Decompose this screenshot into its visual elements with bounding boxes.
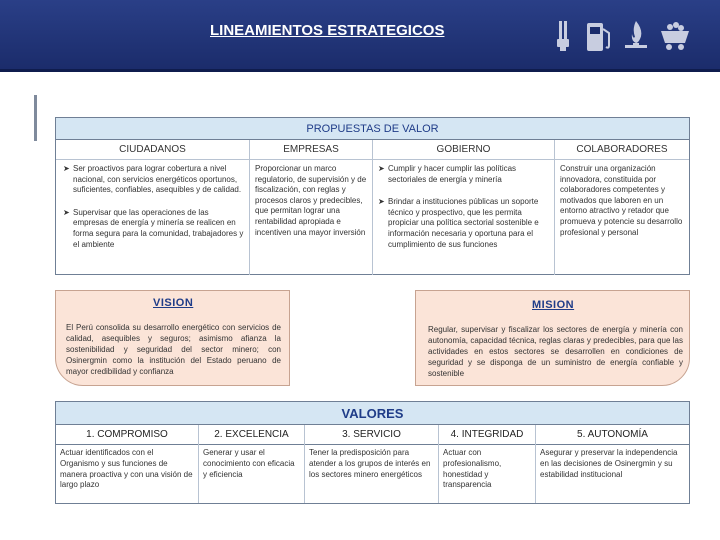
- value-heading: 4. INTEGRIDAD: [439, 425, 535, 445]
- proposition-column-colaboradores: [554, 140, 689, 275]
- value-heading: 1. COMPROMISO: [56, 425, 198, 445]
- bullet-text: Brindar a instituciones públicas un soporte técnico y prospectivo, que les permita propiciar una política sectorial sostenible e información necesaria y oportuna para el cumplimiento de sus funciones: [388, 197, 539, 249]
- column-heading: GOBIERNO: [373, 140, 554, 160]
- value-text: Generar y usar el conocimiento con eficacia y eficiencia: [203, 448, 295, 479]
- values-panel: [55, 401, 690, 504]
- column-heading: EMPRESAS: [250, 140, 372, 160]
- proposition-column-gobierno: [372, 140, 554, 275]
- arrow-bullet-icon: ➤: [378, 164, 385, 173]
- value-heading: 2. EXCELENCIA: [199, 425, 304, 445]
- value-text: Actuar con profesionalismo, honestidad y transparencia: [443, 448, 502, 490]
- values-title: VALORES: [56, 402, 689, 425]
- value-column-autonomia: [535, 425, 689, 503]
- gas-flame-icon: [622, 19, 650, 53]
- header-banner: [0, 0, 720, 72]
- value-propositions-title: PROPUESTAS DE VALOR: [56, 118, 689, 140]
- proposition-column-empresas: [249, 140, 372, 275]
- value-column-excelencia: [198, 425, 304, 503]
- mission-box: [415, 290, 690, 386]
- value-column-compromiso: [56, 425, 198, 503]
- bullet-text: Supervisar que las operaciones de las empresas de energía y minería se realicen en forma segura para la comunidad, trabajadores y el ambiente: [73, 207, 244, 249]
- value-text: Tener la predisposición para atender a los grupos de interés en los sectores minero energéticos: [309, 448, 431, 479]
- arrow-bullet-icon: ➤: [63, 207, 70, 217]
- page-title: LINEAMIENTOS ESTRATEGICOS: [210, 22, 445, 39]
- bullet-item: [378, 164, 549, 185]
- mine-cart-icon: [658, 19, 692, 53]
- bullet-item: [63, 164, 244, 196]
- lightbulb-icon: [552, 19, 576, 53]
- column-text: Construir una organización innovadora, constituida por colaboradores competentes y motivados que laboren en un entorno atractivo y retador que promueva y potencie su desarrollo profesional y personal: [560, 164, 683, 237]
- value-text: Asegurar y preservar la independencia en las decisiones de Osinergmin y su estabilidad institucional: [540, 448, 678, 479]
- vision-text: El Perú consolida su desarrollo energético con servicios de calidad, asequibles y seguros; asimismo afianza la sostenibilidad y seguridad del sector minero; con Osinergmin como la institución del Estado peruano de mayor credibilidad y confianza: [66, 323, 281, 376]
- bullet-text: Cumplir y hacer cumplir las políticas sectoriales de energía y minería: [388, 164, 517, 184]
- column-text: Proporcionar un marco regulatorio, de supervisión y de fiscalización, con reglas y procesos claros y predecibles, que permitan lograr una rentabilidad apropiada e incentiven una mayor inversión: [255, 164, 367, 237]
- value-text: Actuar identificados con el Organismo y sus funciones de manera proactiva y con una visión de largo plazo: [60, 448, 193, 490]
- value-column-integridad: [438, 425, 535, 503]
- value-heading: 5. AUTONOMÍA: [536, 425, 689, 445]
- value-column-servicio: [304, 425, 438, 503]
- header-icons: [552, 16, 692, 56]
- value-propositions-panel: [55, 117, 690, 275]
- bullet-item: [63, 208, 244, 250]
- vision-box: [55, 290, 290, 386]
- mission-title: MISION: [532, 299, 575, 311]
- bullet-item: [378, 197, 549, 250]
- mission-text: Regular, supervisar y fiscalizar los sectores de energía y minería con autonomía, capacidad técnica, reglas claras y predecibles, para que las actividades en estos sectores se desarrollen en condiciones de seguridad y se disponga de un suministro de energía confiable y sostenible: [428, 325, 683, 378]
- arrow-bullet-icon: ➤: [63, 164, 70, 173]
- vision-title: VISION: [153, 297, 194, 309]
- fuel-pump-icon: [584, 19, 614, 53]
- bullet-text: Ser proactivos para lograr cobertura a nivel nacional, con servicios energéticos oportunos, suficientes, confiables, asequibles y de calidad.: [73, 164, 242, 195]
- arrow-bullet-icon: ➤: [378, 197, 385, 207]
- value-heading: 3. SERVICIO: [305, 425, 438, 445]
- accent-bar: [34, 95, 37, 141]
- proposition-column-ciudadanos: [56, 140, 249, 275]
- column-heading: CIUDADANOS: [56, 140, 249, 160]
- column-heading: COLABORADORES: [555, 140, 689, 160]
